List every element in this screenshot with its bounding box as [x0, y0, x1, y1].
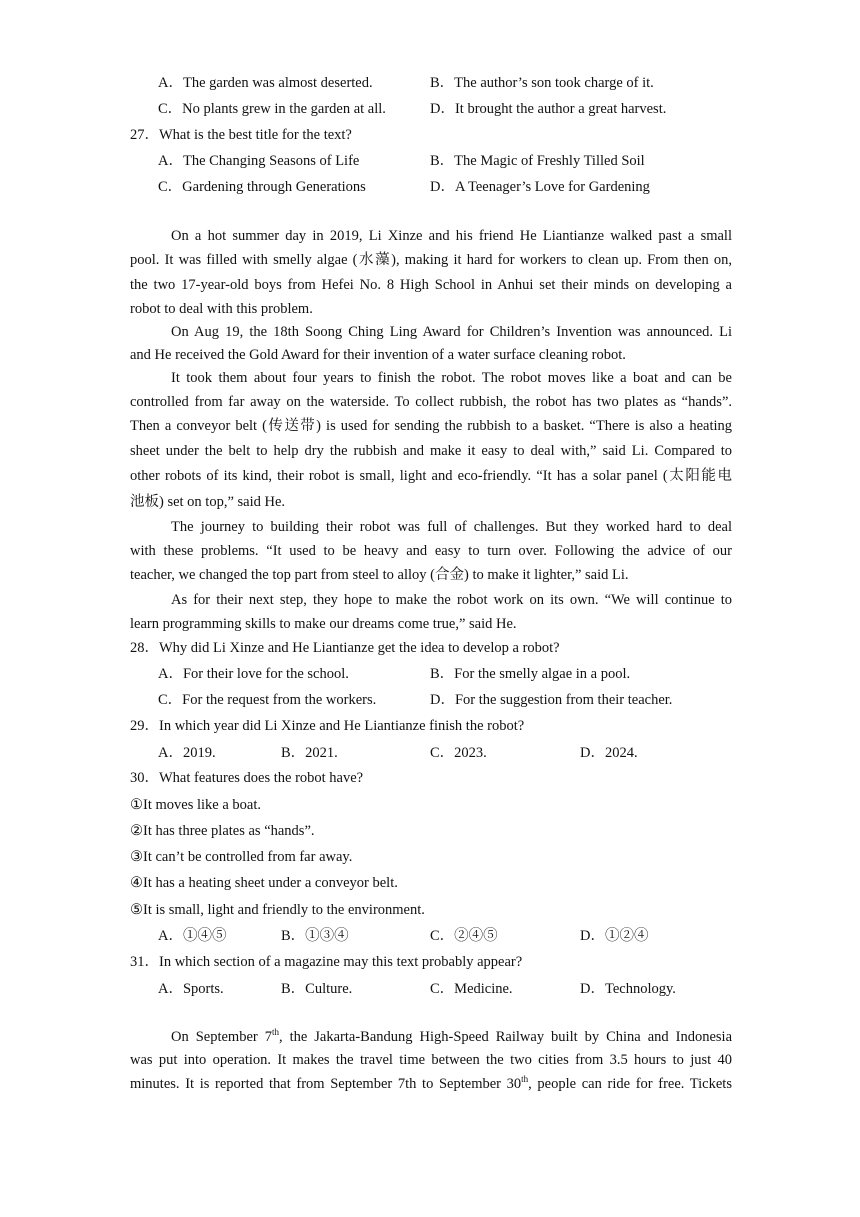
q30-option-c: C．②④⑤ — [430, 928, 498, 944]
q30-option-a: A．①④⑤ — [158, 928, 227, 944]
passage-line: with these problems. “It used to be heavy and easy to turn over. Following the advice of our — [130, 543, 732, 559]
q29-option-d: D．2024. — [580, 745, 638, 761]
passage-line: sheet under the belt to help dry the rubbish and make it easy to deal with,” said Li. Compared to — [130, 443, 732, 459]
passage-line: 池板) set on top,” said He. — [130, 494, 286, 510]
q26-option-d: D．It brought the author a great harvest. — [430, 101, 667, 117]
passage-line: controlled from far away on the waterside. To collect rubbish, the robot has two plates as “hands”. — [130, 394, 732, 410]
next-passage-line-1: On September 7th, the Jakarta-Bandung High-Speed Railway built by China and Indonesia — [171, 1027, 732, 1045]
passage-line: teacher, we changed the top part from steel to alloy (合金) to make it lighter,” said Li. — [130, 567, 629, 583]
q31-option-b: B．Culture. — [281, 981, 353, 997]
passage-line: On a hot summer day in 2019, Li Xinze and his friend He Liantianze walked past a small — [171, 228, 732, 244]
passage-line: robot to deal with this problem. — [130, 301, 313, 317]
passage-line: the two 17-year-old boys from Hefei No. 8 High School in Anhui set their minds on developing a — [130, 277, 732, 293]
q30-option-b: B．①③④ — [281, 928, 349, 944]
passage-line: The journey to building their robot was full of challenges. But they worked hard to deal — [171, 519, 732, 535]
q29-option-b: B．2021. — [281, 745, 338, 761]
passage-line: As for their next step, they hope to make the robot work on its own. “We will continue to — [171, 592, 732, 608]
q28-option-d: D．For the suggestion from their teacher. — [430, 692, 673, 708]
q27-option-c: C．Gardening through Generations — [158, 179, 366, 195]
q30-stem: 30．What features does the robot have? — [130, 770, 364, 786]
q27-option-a: A．The Changing Seasons of Life — [158, 153, 360, 169]
q28-stem: 28．Why did Li Xinze and He Liantianze get the idea to develop a robot? — [130, 640, 560, 656]
q27-stem: 27．What is the best title for the text? — [130, 127, 352, 143]
q30-statement-5: ⑤It is small, light and friendly to the environment. — [130, 902, 425, 918]
q29-option-a: A．2019. — [158, 745, 216, 761]
q31-option-d: D．Technology. — [580, 981, 676, 997]
next-passage-line-3: minutes. It is reported that from September 7th to September 30th, people can ride for free. Tickets — [130, 1074, 732, 1092]
q28-option-a: A．For their love for the school. — [158, 666, 349, 682]
q26-option-b: B．The author’s son took charge of it. — [430, 75, 654, 91]
q30-statement-2: ②It has three plates as “hands”. — [130, 823, 315, 839]
passage-line: and He received the Gold Award for their invention of a water surface cleaning robot. — [130, 347, 626, 363]
q31-option-c: C．Medicine. — [430, 981, 513, 997]
q28-option-b: B．For the smelly algae in a pool. — [430, 666, 631, 682]
q30-statement-1: ①It moves like a boat. — [130, 797, 261, 813]
q28-option-c: C．For the request from the workers. — [158, 692, 377, 708]
q29-option-c: C．2023. — [430, 745, 487, 761]
passage-line: learn programming skills to make our dreams come true,” said He. — [130, 616, 517, 632]
passage-line: pool. It was filled with smelly algae (水藻), making it hard for workers to clean up. From then on, — [130, 252, 732, 268]
q27-option-b: B．The Magic of Freshly Tilled Soil — [430, 153, 645, 169]
q27-option-d: D．A Teenager’s Love for Gardening — [430, 179, 650, 195]
passage-line: It took them about four years to finish the robot. The robot moves like a boat and can be — [171, 370, 732, 386]
q31-stem: 31．In which section of a magazine may this text probably appear? — [130, 954, 523, 970]
q26-option-c: C．No plants grew in the garden at all. — [158, 101, 386, 117]
passage-line: other robots of its kind, their robot is small, light and eco-friendly. “It has a solar panel (太阳能电 — [130, 468, 732, 484]
q31-option-a: A．Sports. — [158, 981, 224, 997]
q26-option-a: A．The garden was almost deserted. — [158, 75, 373, 91]
q29-stem: 29．In which year did Li Xinze and He Liantianze finish the robot? — [130, 718, 525, 734]
passage-line: Then a conveyor belt (传送带) is used for sending the rubbish to a basket. “There is also a heating — [130, 418, 732, 434]
q30-statement-3: ③It can’t be controlled from far away. — [130, 849, 353, 865]
q30-statement-4: ④It has a heating sheet under a conveyor belt. — [130, 875, 398, 891]
passage-line: On Aug 19, the 18th Soong Ching Ling Award for Children’s Invention was announced. Li — [171, 324, 732, 340]
next-passage-line-2: was put into operation. It makes the travel time between the two cities from 3.5 hours to just 40 — [130, 1052, 732, 1068]
q30-option-d: D．①②④ — [580, 928, 649, 944]
